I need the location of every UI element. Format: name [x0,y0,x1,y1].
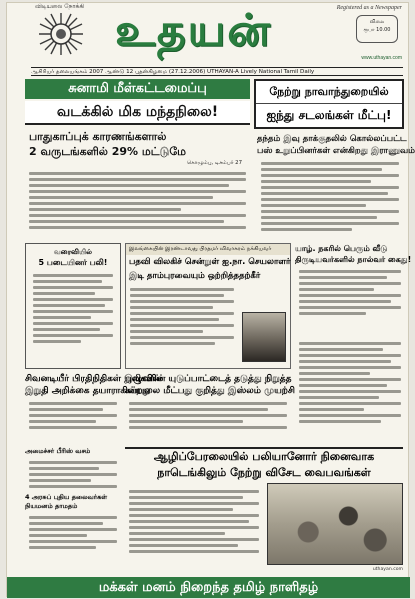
rside-headline-1: யாழ். நகரில் பெரும் வீடு [295,244,388,253]
rside-headline-2: திருடியவர்களில் நால்வர் கைது! [295,255,412,264]
masthead [7,3,410,65]
right-lead-body [257,157,403,236]
memorial-photo [267,483,403,565]
report-headline-2: இறுதி அறிக்கை தயாராகின்றது [25,386,151,396]
box-body [29,269,117,348]
lead-headline-1: பாதுகாப்புக் காரணங்களால் [29,130,167,143]
lead-body-text [25,167,250,234]
lead-story [25,79,250,239]
sun-logo-icon [37,11,85,57]
lead-banner-1: சுனாமி மீள்கட்டமைப்பு [25,79,250,99]
ship-headline-2: கப்பலை மீட்பது குறித்து இஸ்லம் முயற்சி [125,386,295,396]
right-lead-subhead [257,133,415,236]
right-subhead-2: பஸ் உறுப்பினர்கள் என்கிறது இராணுவம் [257,146,415,156]
un-secretary-story [125,243,291,369]
portrait-photo [242,312,286,362]
sun-tagline: விடியலை நோக்கி [35,3,85,10]
ship-headline-1: புலிகளின் யுடுப்பாட்டைத் தடுத்து நிறுத்த [125,374,292,384]
rside-body [295,265,405,320]
lead-banner-2: வடக்கில் மிக மந்தநிலை! [25,101,250,125]
report-headline-1: சிவனடியீர் பிரதிநிதிகள் இழுவின் [25,374,162,384]
price-label: விலை [369,19,385,25]
right-column-body [295,337,405,443]
jaffna-theft-story [295,243,412,333]
footer-slogan: மக்கள் மனம் நிறைந்த தமிழ் நாளிதழ் [7,577,410,598]
photo-credit: uthayan.com [372,567,403,572]
feature-headline-1: ஆழிப்பேரலையில் பலியானோர் நினைவாக [153,450,375,463]
dateline: ஆசிரியர் தலையங்கம் 2007 ஆண்டு 12 புதன்கிழமை (27.12.2006) UTHAYAN-A Lively National Tamil Daily [31,67,403,76]
story-tag: இலங்கையின் இரண்டாவது பிரதமர் விவாகரம் நக்கியவர் [126,244,290,255]
feature-body-text [125,485,263,558]
war-news-box [25,243,121,369]
brief-body-1 [25,456,121,493]
feature-body [125,485,263,573]
box-kicker: வரைவியில் [54,248,92,256]
ship-body [125,397,291,434]
brief-headline-1: அமைச்சர் பீரிஸ் வசம் [25,447,91,455]
ship-recovery-story [125,373,295,443]
feature-headline-2: நாடெங்கிலும் நேற்று விசேட வைபவங்கள் [157,466,371,479]
right-subhead-1: தந்தம் இவு தாக்குதலில் கொல்லப்பட்ட [257,134,407,144]
lead-headline-2: 2 வருடங்களில் 29% மட்டுமே [29,145,186,158]
website-url: www.uthayan.com [361,55,402,61]
right-column-text [295,337,405,428]
price-badge [356,15,398,43]
newspaper-title: உதயன் [115,5,272,56]
brief-headline-3: நியமனம் தாமதம் [25,502,78,510]
brief-body-2 [25,511,121,554]
right-lead-line-1: நேற்று நாவாந்துறையில் [256,81,402,104]
briefs-column [25,447,121,573]
right-lead-line-2: ஐந்து சடலங்கள் மீட்பு! [266,108,392,122]
report-body [25,397,121,434]
box-headline: 5 படையினர் பலி! [38,258,108,267]
registration-note: Registered as a Newspaper [336,5,402,11]
story-headline-2: இடி தாம்புரவையும் ஒற்றித்ததற்கீர் [129,271,261,281]
feature-headline [125,447,403,481]
story-headline-1: பதவி விலகிச் சென்றுள் ஐ.நா. செயலாளர் [129,257,291,267]
brief-headline-2: 4 அரசுப் புதிய தலைவர்கள் [25,493,108,501]
lead-byline: கொழும்பு, டிசம்பர் 27 [186,160,242,166]
report-story [25,373,162,443]
price-value: ரூபா 10.00 [363,27,391,33]
right-lead-banner [254,79,404,129]
story-body [126,283,238,350]
newspaper-page [6,2,415,597]
